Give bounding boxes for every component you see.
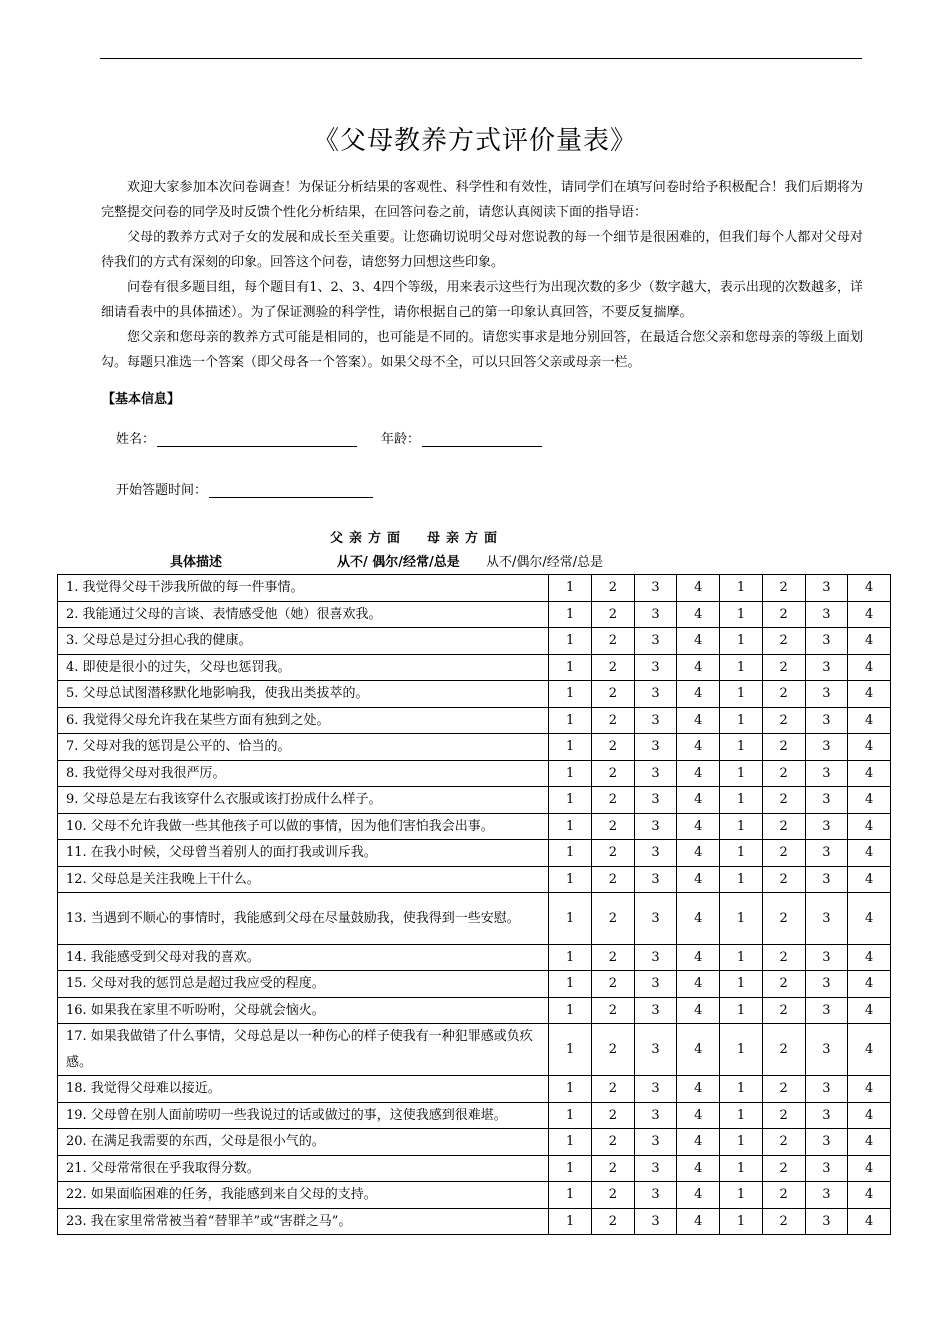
- mother-rating-option[interactable]: 4: [848, 971, 891, 998]
- item-description: 15. 父母对我的惩罚总是超过我应受的程度。: [58, 971, 549, 998]
- item-description: 19. 父母曾在别人面前唠叨一些我说过的话或做过的事，这使我感到很难堪。: [58, 1102, 549, 1129]
- father-rating-option[interactable]: 4: [677, 575, 720, 602]
- mother-rating-option[interactable]: 4: [848, 734, 891, 761]
- mother-rating-option[interactable]: 2: [762, 1129, 805, 1156]
- mother-rating-option[interactable]: 3: [805, 734, 848, 761]
- table-row: [58, 866, 891, 893]
- mother-rating-option[interactable]: 2: [762, 866, 805, 893]
- mother-rating-option[interactable]: 2: [762, 654, 805, 681]
- father-rating-option[interactable]: 2: [592, 628, 635, 655]
- mother-rating-option[interactable]: 3: [805, 681, 848, 708]
- mother-rating-option[interactable]: 2: [762, 813, 805, 840]
- mother-rating-option[interactable]: 4: [848, 1129, 891, 1156]
- mother-rating-option[interactable]: 4: [848, 1102, 891, 1129]
- mother-rating-option[interactable]: 4: [848, 1076, 891, 1103]
- father-rating-option[interactable]: 3: [634, 944, 677, 971]
- father-rating-option[interactable]: 3: [634, 997, 677, 1024]
- intro-paragraph: 父母的教养方式对子女的发展和成长至关重要。让您确切说明父母对您说教的每一个细节是很困难的，但我们每个人都对父母对待我们的方式有深刻的印象。回答这个问卷，请您努力回想这些印象。: [101, 230, 863, 270]
- name-label: 姓名：: [116, 432, 156, 447]
- start-time-blank[interactable]: [209, 483, 373, 498]
- table-row: [58, 813, 891, 840]
- description-header: 具体描述: [170, 555, 223, 570]
- father-rating-option[interactable]: 3: [634, 971, 677, 998]
- mother-rating-option[interactable]: 4: [848, 866, 891, 893]
- mother-rating-option[interactable]: 3: [805, 575, 848, 602]
- mother-rating-option[interactable]: 2: [762, 628, 805, 655]
- mother-rating-option[interactable]: 1: [720, 760, 763, 787]
- father-rating-option[interactable]: 1: [549, 681, 592, 708]
- mother-rating-option[interactable]: 3: [805, 1024, 848, 1076]
- father-rating-option[interactable]: 3: [634, 654, 677, 681]
- father-rating-option[interactable]: 1: [549, 1102, 592, 1129]
- mother-rating-option[interactable]: 2: [762, 734, 805, 761]
- mother-rating-option[interactable]: 4: [848, 1155, 891, 1182]
- table-row: [58, 601, 891, 628]
- mother-rating-option[interactable]: 1: [720, 681, 763, 708]
- father-rating-option[interactable]: 1: [549, 787, 592, 814]
- father-rating-option[interactable]: 3: [634, 813, 677, 840]
- father-rating-option[interactable]: 4: [677, 1208, 720, 1235]
- mother-rating-option[interactable]: 1: [720, 1182, 763, 1209]
- header-rule: [100, 58, 862, 59]
- mother-rating-option[interactable]: 3: [805, 787, 848, 814]
- item-description: 20. 在满足我需要的东西，父母是很小气的。: [58, 1129, 549, 1156]
- father-rating-option[interactable]: 2: [592, 601, 635, 628]
- table-row: [58, 997, 891, 1024]
- start-time-field[interactable]: [116, 479, 373, 498]
- item-description: 5. 父母总试图潜移默化地影响我，使我出类拔萃的。: [58, 681, 549, 708]
- father-rating-option[interactable]: 2: [592, 1208, 635, 1235]
- table-row: [58, 787, 891, 814]
- father-rating-option[interactable]: 1: [549, 893, 592, 945]
- mother-rating-option[interactable]: 1: [720, 1129, 763, 1156]
- father-rating-option[interactable]: 2: [592, 997, 635, 1024]
- mother-rating-option[interactable]: 1: [720, 893, 763, 945]
- father-rating-option[interactable]: 1: [549, 575, 592, 602]
- mother-rating-option[interactable]: 2: [762, 1182, 805, 1209]
- mother-rating-option[interactable]: 1: [720, 944, 763, 971]
- father-rating-option[interactable]: 3: [634, 601, 677, 628]
- mother-rating-option[interactable]: 1: [720, 1208, 763, 1235]
- mother-rating-option[interactable]: 4: [848, 1208, 891, 1235]
- father-rating-option[interactable]: 3: [634, 1155, 677, 1182]
- father-rating-option[interactable]: 3: [634, 1076, 677, 1103]
- mother-scale-header: 从不/偶尔/经常/总是: [486, 555, 604, 570]
- father-rating-option[interactable]: 2: [592, 575, 635, 602]
- father-rating-option[interactable]: 1: [549, 734, 592, 761]
- mother-rating-option[interactable]: 1: [720, 654, 763, 681]
- father-rating-option[interactable]: 1: [549, 1024, 592, 1076]
- father-rating-option[interactable]: 1: [549, 971, 592, 998]
- mother-rating-option[interactable]: 1: [720, 734, 763, 761]
- table-row: [58, 1155, 891, 1182]
- mother-rating-option[interactable]: 4: [848, 1182, 891, 1209]
- item-description: 18. 我觉得父母难以接近。: [58, 1076, 549, 1103]
- mother-rating-option[interactable]: 3: [805, 997, 848, 1024]
- item-description: 10. 父母不允许我做一些其他孩子可以做的事情，因为他们害怕我会出事。: [58, 813, 549, 840]
- father-rating-option[interactable]: 4: [677, 628, 720, 655]
- father-rating-option[interactable]: 2: [592, 944, 635, 971]
- mother-rating-option[interactable]: 4: [848, 654, 891, 681]
- table-row: [58, 1024, 891, 1076]
- father-rating-option[interactable]: 1: [549, 813, 592, 840]
- father-rating-option[interactable]: 2: [592, 707, 635, 734]
- mother-rating-option[interactable]: 1: [720, 628, 763, 655]
- mother-rating-option[interactable]: 2: [762, 1076, 805, 1103]
- father-rating-option[interactable]: 4: [677, 813, 720, 840]
- father-rating-option[interactable]: 2: [592, 1024, 635, 1076]
- father-rating-option[interactable]: 1: [549, 1182, 592, 1209]
- mother-rating-option[interactable]: 2: [762, 787, 805, 814]
- age-label: 年龄：: [381, 432, 421, 447]
- father-rating-option[interactable]: 1: [549, 1076, 592, 1103]
- mother-rating-option[interactable]: 3: [805, 893, 848, 945]
- mother-rating-option[interactable]: 4: [848, 813, 891, 840]
- mother-rating-option[interactable]: 4: [848, 707, 891, 734]
- mother-rating-option[interactable]: 3: [805, 760, 848, 787]
- mother-rating-option[interactable]: 4: [848, 944, 891, 971]
- father-rating-option[interactable]: 1: [549, 866, 592, 893]
- father-rating-option[interactable]: 3: [634, 1208, 677, 1235]
- father-rating-option[interactable]: 1: [549, 760, 592, 787]
- table-row: [58, 944, 891, 971]
- item-description: 7. 父母对我的惩罚是公平的、恰当的。: [58, 734, 549, 761]
- mother-rating-option[interactable]: 1: [720, 707, 763, 734]
- father-rating-option[interactable]: 4: [677, 840, 720, 867]
- father-rating-option[interactable]: 3: [634, 787, 677, 814]
- mother-rating-option[interactable]: 4: [848, 787, 891, 814]
- mother-rating-option[interactable]: 4: [848, 997, 891, 1024]
- mother-rating-option[interactable]: 4: [848, 601, 891, 628]
- item-description: 17. 如果我做错了什么事情，父母总是以一种伤心的样子使我有一种犯罪感或负疚感。: [58, 1024, 549, 1076]
- item-description: 9. 父母总是左右我该穿什么衣服或该打扮成什么样子。: [58, 787, 549, 814]
- father-rating-option[interactable]: 3: [634, 840, 677, 867]
- father-rating-option[interactable]: 4: [677, 971, 720, 998]
- item-description: 2. 我能通过父母的言谈、表情感受他（她）很喜欢我。: [58, 601, 549, 628]
- mother-rating-option[interactable]: 1: [720, 1155, 763, 1182]
- father-rating-option[interactable]: 4: [677, 1076, 720, 1103]
- father-rating-option[interactable]: 4: [677, 997, 720, 1024]
- table-row: [58, 681, 891, 708]
- mother-rating-option[interactable]: 1: [720, 1102, 763, 1129]
- father-rating-option[interactable]: 4: [677, 707, 720, 734]
- mother-rating-option[interactable]: 3: [805, 840, 848, 867]
- father-rating-option[interactable]: 2: [592, 734, 635, 761]
- father-rating-option[interactable]: 1: [549, 840, 592, 867]
- father-rating-option[interactable]: 4: [677, 601, 720, 628]
- mother-rating-option[interactable]: 3: [805, 1208, 848, 1235]
- mother-rating-option[interactable]: 2: [762, 707, 805, 734]
- father-rating-option[interactable]: 2: [592, 1076, 635, 1103]
- father-rating-option[interactable]: 4: [677, 1155, 720, 1182]
- mother-rating-option[interactable]: 3: [805, 944, 848, 971]
- father-rating-option[interactable]: 1: [549, 944, 592, 971]
- father-rating-option[interactable]: 2: [592, 866, 635, 893]
- table-row: [58, 840, 891, 867]
- mother-rating-option[interactable]: 2: [762, 575, 805, 602]
- mother-rating-option[interactable]: 2: [762, 760, 805, 787]
- mother-rating-option[interactable]: 4: [848, 760, 891, 787]
- mother-rating-option[interactable]: 1: [720, 787, 763, 814]
- table-row: [58, 1208, 891, 1235]
- mother-rating-option[interactable]: 3: [805, 654, 848, 681]
- father-rating-option[interactable]: 4: [677, 1182, 720, 1209]
- item-description: 4. 即使是很小的过失，父母也惩罚我。: [58, 654, 549, 681]
- mother-rating-option[interactable]: 3: [805, 1182, 848, 1209]
- mother-rating-option[interactable]: 1: [720, 1024, 763, 1076]
- father-rating-option[interactable]: 3: [634, 1102, 677, 1129]
- table-row: [58, 734, 891, 761]
- mother-rating-option[interactable]: 2: [762, 1102, 805, 1129]
- father-rating-option[interactable]: 1: [549, 1208, 592, 1235]
- mother-rating-option[interactable]: 3: [805, 1102, 848, 1129]
- item-description: 6. 我觉得父母允许我在某些方面有独到之处。: [58, 707, 549, 734]
- item-description: 8. 我觉得父母对我很严厉。: [58, 760, 549, 787]
- mother-rating-option[interactable]: 1: [720, 575, 763, 602]
- father-rating-option[interactable]: 1: [549, 601, 592, 628]
- mother-rating-option[interactable]: 3: [805, 813, 848, 840]
- table-row: [58, 1102, 891, 1129]
- father-rating-option[interactable]: 2: [592, 760, 635, 787]
- start-time-label: 开始答题时间：: [116, 483, 208, 498]
- father-rating-option[interactable]: 4: [677, 893, 720, 945]
- mother-rating-option[interactable]: 2: [762, 1208, 805, 1235]
- parent-groups-header: 父亲方面 母亲方面: [330, 531, 504, 546]
- father-rating-option[interactable]: 2: [592, 681, 635, 708]
- father-rating-option[interactable]: 3: [634, 734, 677, 761]
- age-field[interactable]: [381, 428, 542, 447]
- father-rating-option[interactable]: 1: [549, 707, 592, 734]
- father-rating-option[interactable]: 4: [677, 1129, 720, 1156]
- father-rating-option[interactable]: 2: [592, 654, 635, 681]
- mother-rating-option[interactable]: 2: [762, 681, 805, 708]
- father-rating-option[interactable]: 2: [592, 840, 635, 867]
- mother-rating-option[interactable]: 2: [762, 944, 805, 971]
- mother-rating-option[interactable]: 4: [848, 681, 891, 708]
- father-rating-option[interactable]: 2: [592, 1129, 635, 1156]
- father-rating-option[interactable]: 4: [677, 1102, 720, 1129]
- father-rating-option[interactable]: 1: [549, 997, 592, 1024]
- father-rating-option[interactable]: 3: [634, 1129, 677, 1156]
- father-rating-option[interactable]: 3: [634, 760, 677, 787]
- name-blank[interactable]: [157, 432, 357, 447]
- item-description: 3. 父母总是过分担心我的健康。: [58, 628, 549, 655]
- mother-rating-option[interactable]: 3: [805, 601, 848, 628]
- table-row: [58, 1076, 891, 1103]
- page-title: 《父母教养方式评价量表》: [312, 126, 637, 156]
- item-description: 23. 我在家里常常被当着“替罪羊”或“害群之马”。: [58, 1208, 549, 1235]
- mother-rating-option[interactable]: 1: [720, 1076, 763, 1103]
- father-rating-option[interactable]: 1: [549, 1155, 592, 1182]
- table-row: [58, 1129, 891, 1156]
- intro-paragraph: 欢迎大家参加本次问卷调查！为保证分析结果的客观性、科学性和有效性，请同学们在填写问卷时给予积极配合！我们后期将为完整提交问卷的同学及时反馈个性化分析结果，在回答问卷之前，请您认真阅读下面的指导语：: [101, 180, 863, 220]
- father-rating-option[interactable]: 3: [634, 1182, 677, 1209]
- mother-rating-option[interactable]: 1: [720, 997, 763, 1024]
- mother-rating-option[interactable]: 3: [805, 866, 848, 893]
- item-description: 14. 我能感受到父母对我的喜欢。: [58, 944, 549, 971]
- item-description: 12. 父母总是关注我晚上干什么。: [58, 866, 549, 893]
- mother-rating-option[interactable]: 2: [762, 601, 805, 628]
- mother-rating-option[interactable]: 3: [805, 628, 848, 655]
- mother-rating-option[interactable]: 4: [848, 840, 891, 867]
- table-row: [58, 971, 891, 998]
- father-rating-option[interactable]: 2: [592, 813, 635, 840]
- mother-rating-option[interactable]: 2: [762, 1155, 805, 1182]
- item-description: 21. 父母常常很在乎我取得分数。: [58, 1155, 549, 1182]
- father-rating-option[interactable]: 2: [592, 1182, 635, 1209]
- table-row: [58, 575, 891, 602]
- age-blank[interactable]: [422, 432, 542, 447]
- mother-rating-option[interactable]: 3: [805, 1129, 848, 1156]
- instructions: [101, 175, 863, 375]
- father-rating-option[interactable]: 2: [592, 1102, 635, 1129]
- item-description: 11. 在我小时候，父母曾当着别人的面打我或训斥我。: [58, 840, 549, 867]
- intro-paragraph: 问卷有很多题目组，每个题目有1、2、3、4四个等级，用来表示这些行为出现次数的多少（数字越大，表示出现的次数越多，详细请看表中的具体描述）。为了保证测验的科学性，请你根据自己的第一印象认真回答，不要反复揣摩。: [101, 280, 863, 320]
- item-description: 1. 我觉得父母干涉我所做的每一件事情。: [58, 575, 549, 602]
- father-rating-option[interactable]: 4: [677, 734, 720, 761]
- father-rating-option[interactable]: 2: [592, 1155, 635, 1182]
- father-rating-option[interactable]: 4: [677, 654, 720, 681]
- father-rating-option[interactable]: 3: [634, 1024, 677, 1076]
- father-rating-option[interactable]: 4: [677, 787, 720, 814]
- table-row: [58, 707, 891, 734]
- father-rating-option[interactable]: 2: [592, 787, 635, 814]
- father-rating-option[interactable]: 3: [634, 628, 677, 655]
- father-rating-option[interactable]: 2: [592, 971, 635, 998]
- father-rating-option[interactable]: 3: [634, 575, 677, 602]
- mother-rating-option[interactable]: 2: [762, 997, 805, 1024]
- father-rating-option[interactable]: 4: [677, 760, 720, 787]
- father-rating-option[interactable]: 1: [549, 628, 592, 655]
- mother-rating-option[interactable]: 4: [848, 893, 891, 945]
- table-row: [58, 893, 891, 945]
- mother-rating-option[interactable]: 2: [762, 893, 805, 945]
- father-rating-option[interactable]: 3: [634, 866, 677, 893]
- mother-rating-option[interactable]: 1: [720, 813, 763, 840]
- father-rating-option[interactable]: 4: [677, 681, 720, 708]
- table-row: [58, 628, 891, 655]
- mother-rating-option[interactable]: 1: [720, 601, 763, 628]
- father-rating-option[interactable]: 4: [677, 1024, 720, 1076]
- item-description: 13. 当遇到不顺心的事情时，我能感到父母在尽量鼓励我，使我得到一些安慰。: [58, 893, 549, 945]
- mother-rating-option[interactable]: 1: [720, 840, 763, 867]
- mother-rating-option[interactable]: 2: [762, 971, 805, 998]
- mother-rating-option[interactable]: 1: [720, 971, 763, 998]
- name-field[interactable]: [116, 428, 357, 447]
- item-description: 16. 如果我在家里不听吩咐，父母就会恼火。: [58, 997, 549, 1024]
- mother-rating-option[interactable]: 3: [805, 971, 848, 998]
- basic-info-heading: 【基本信息】: [102, 392, 181, 407]
- mother-rating-option[interactable]: 2: [762, 840, 805, 867]
- mother-rating-option[interactable]: 3: [805, 1155, 848, 1182]
- father-scale-header: 从不/ 偶尔/经常/总是: [337, 555, 460, 570]
- father-rating-option[interactable]: 3: [634, 893, 677, 945]
- father-rating-option[interactable]: 3: [634, 707, 677, 734]
- mother-rating-option[interactable]: 4: [848, 1024, 891, 1076]
- father-rating-option[interactable]: 1: [549, 654, 592, 681]
- father-rating-option[interactable]: 4: [677, 944, 720, 971]
- mother-rating-option[interactable]: 2: [762, 1024, 805, 1076]
- mother-rating-option[interactable]: 3: [805, 1076, 848, 1103]
- table-row: [58, 760, 891, 787]
- table-row: [58, 654, 891, 681]
- mother-rating-option[interactable]: 4: [848, 628, 891, 655]
- table-row: [58, 1182, 891, 1209]
- father-rating-option[interactable]: 1: [549, 1129, 592, 1156]
- questionnaire-table: [57, 574, 891, 1235]
- intro-paragraph: 您父亲和您母亲的教养方式可能是相同的，也可能是不同的。请您实事求是地分别回答，在最适合您父亲和您母亲的等级上面划勾。每题只准选一个答案（即父母各一个答案）。如果父母不全，可以只回答父亲或母亲一栏。: [101, 330, 863, 370]
- item-description: 22. 如果面临困难的任务，我能感到来自父母的支持。: [58, 1182, 549, 1209]
- mother-rating-option[interactable]: 3: [805, 707, 848, 734]
- father-rating-option[interactable]: 4: [677, 866, 720, 893]
- father-rating-option[interactable]: 2: [592, 893, 635, 945]
- mother-rating-option[interactable]: 4: [848, 575, 891, 602]
- mother-rating-option[interactable]: 1: [720, 866, 763, 893]
- father-rating-option[interactable]: 3: [634, 681, 677, 708]
